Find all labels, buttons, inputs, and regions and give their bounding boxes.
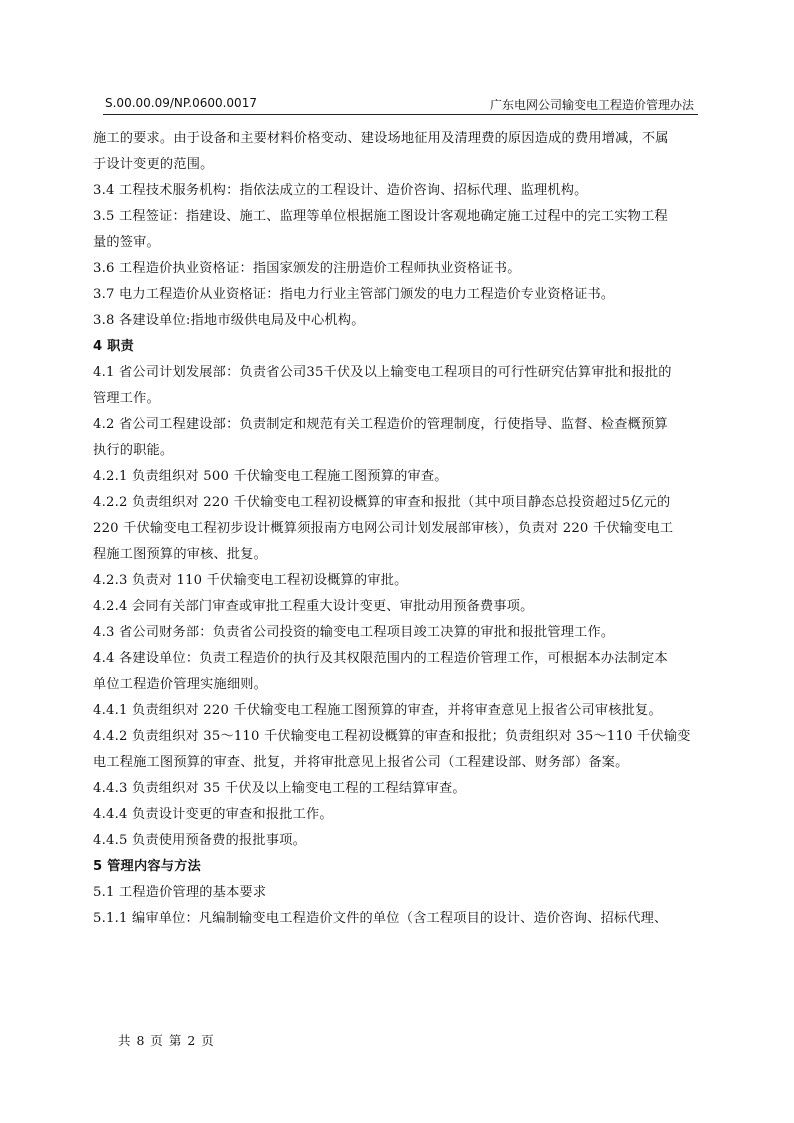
text-line: 3.6 工程造价执业资格证：指国家颁发的注册造价工程师执业资格证书。 bbox=[93, 261, 521, 276]
document-title: 广东电网公司输变电工程造价管理办法 bbox=[489, 98, 694, 112]
text-line: 于设计变更的范围。 bbox=[93, 157, 214, 172]
text-line: 4.2.1 负责组织对 500 千伏输变电工程施工图预算的审查。 bbox=[93, 469, 448, 484]
page-footer: 共 8 页 第 2 页 bbox=[118, 1033, 214, 1048]
text-line: 4.2.4 会同有关部门审查或审批工程重大设计变更、审批动用预备费事项。 bbox=[93, 599, 534, 614]
text-line: 3.7 电力工程造价从业资格证：指电力行业主管部门颁发的电力工程造价专业资格证书。 bbox=[93, 287, 615, 302]
text-line: 程施工图预算的审核、批复。 bbox=[93, 547, 268, 562]
text-line: 5.1.1 编审单位：凡编制输变电工程造价文件的单位（含工程项目的设计、造价咨询、招标代理、 bbox=[93, 911, 668, 926]
text-line: 施工的要求。由于设备和主要材料价格变动、建设场地征用及清理费的原因造成的费用增减，不属 bbox=[93, 131, 669, 146]
text-line: 4.1 省公司计划发展部：负责省公司35千伏及以上输变电工程项目的可行性研究估算审批和报批的 bbox=[93, 365, 672, 380]
text-line: 4.2.3 负责对 110 千伏输变电工程初设概算的审批。 bbox=[93, 573, 408, 588]
text-line: 3.8 各建设单位:指地市级供电局及中心机构。 bbox=[93, 313, 365, 328]
page-header bbox=[103, 94, 698, 115]
text-line: 3.5 工程签证：指建设、施工、监理等单位根据施工图设计客观地确定施工过程中的完工实物工程 bbox=[93, 209, 668, 224]
text-line: 4.4.2 负责组织对 35～110 千伏输变电工程初设概算的审查和报批；负责组织对 35～110 千伏输变 bbox=[93, 729, 691, 744]
section-heading: 4 职责 bbox=[93, 339, 134, 354]
text-line: 单位工程造价管理实施细则。 bbox=[93, 677, 268, 692]
text-line: 电工程施工图预算的审查、批复，并将审批意见上报省公司（工程建设部、财务部）备案。 bbox=[93, 755, 629, 770]
text-line: 4.2 省公司工程建设部：负责制定和规范有关工程造价的管理制度，行使指导、监督、检查概预算 bbox=[93, 417, 668, 432]
text-line: 5.1 工程造价管理的基本要求 bbox=[93, 885, 267, 900]
text-line: 量的签审。 bbox=[93, 235, 160, 250]
text-line: 4.3 省公司财务部：负责省公司投资的输变电工程项目竣工决算的审批和报批管理工作。 bbox=[93, 625, 615, 640]
section-heading: 5 管理内容与方法 bbox=[93, 859, 201, 874]
text-line: 4.2.2 负责组织对 220 千伏输变电工程初设概算的审查和报批（其中项目静态总投资超过5亿元的 bbox=[93, 495, 671, 510]
text-line: 4.4.1 负责组织对 220 千伏输变电工程施工图预算的审查，并将审查意见上报省公司审核批复。 bbox=[93, 703, 662, 718]
text-line: 执行的职能。 bbox=[93, 443, 174, 458]
document-code: S.00.00.09/NP.0600.0017 bbox=[105, 96, 257, 110]
text-line: 4.4.4 负责设计变更的审查和报批工作。 bbox=[93, 807, 333, 822]
text-line: 4.4.5 负责使用预备费的报批事项。 bbox=[93, 833, 306, 848]
text-line: 4.4.3 负责组织对 35 千伏及以上输变电工程的工程结算审查。 bbox=[93, 781, 466, 796]
text-line: 管理工作。 bbox=[93, 391, 160, 406]
text-line: 4.4 各建设单位：负责工程造价的执行及其权限范围内的工程造价管理工作，可根据本办法制定本 bbox=[93, 651, 668, 666]
text-line: 3.4 工程技术服务机构：指依法成立的工程设计、造价咨询、招标代理、监理机构。 bbox=[93, 183, 588, 198]
document-body bbox=[93, 126, 708, 932]
text-line: 220 千伏输变电工程初步设计概算须报南方电网公司计划发展部审核），负责对 220 千伏输变电工 bbox=[93, 521, 674, 536]
